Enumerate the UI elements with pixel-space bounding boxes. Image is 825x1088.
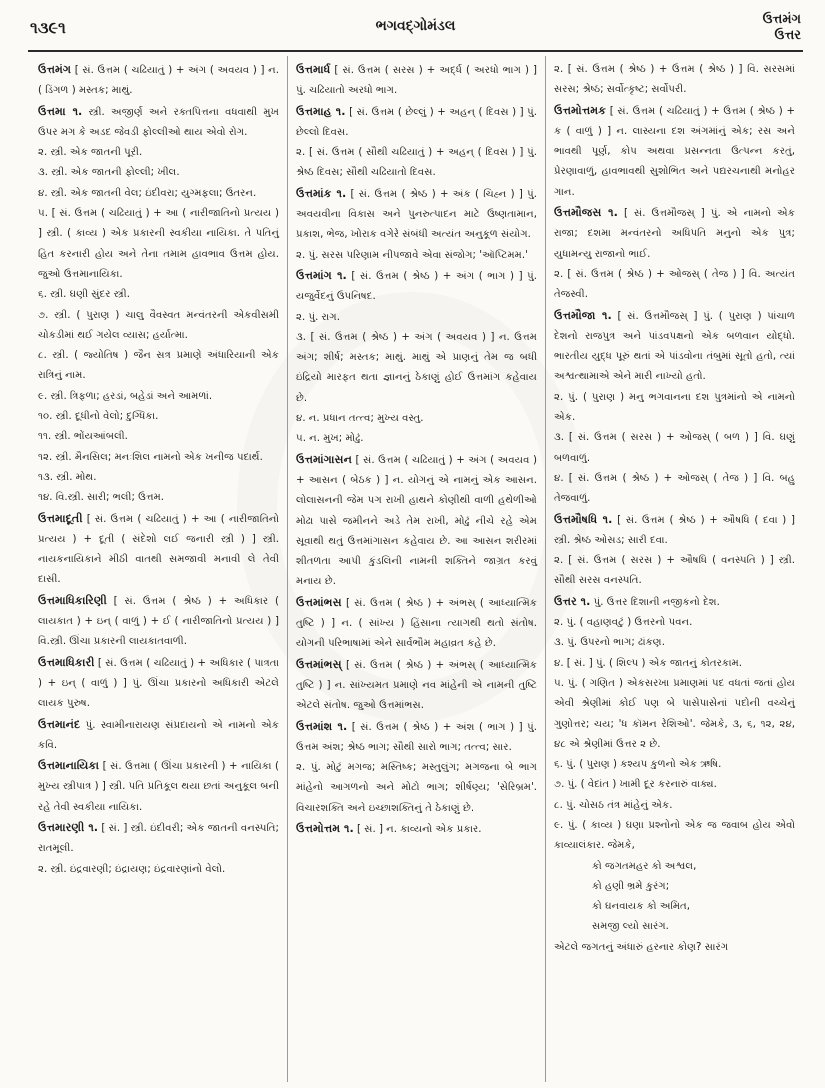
- sense-line: [38, 306, 279, 347]
- sense-line: [38, 163, 279, 183]
- dictionary-entry: [38, 715, 279, 757]
- definition-text: ૧૩. સ્ત્રી. મોથ.: [38, 471, 97, 483]
- definition-text: ૫. ન. મુખ; મોઢું.: [296, 433, 364, 445]
- sense-line: [554, 633, 795, 653]
- dictionary-entry: [38, 653, 279, 715]
- headword: ઉત્તમાનાયિકા: [38, 759, 100, 773]
- definition-text: ૧૦. સ્ત્રી. દૂધીનો વેલો; દુગ્ધિકા.: [38, 411, 159, 423]
- text-columns: [30, 56, 803, 1082]
- headword: ઉત્તમાર્ધ: [296, 63, 331, 76]
- column-3: [545, 56, 803, 1082]
- definition-text: ૧૪. વિ.સ્ત્રી. સારી; ભલી; ઉત્તમ.: [38, 492, 165, 504]
- headword: ઉત્તમંગ: [38, 63, 72, 76]
- definition-text: ૫. [ સં. ઉત્તમ ( ચઢિયાતું ) + આ ( નારીજાતિનો પ્રત્યય ) ] સ્ત્રી. ( કાવ્ય ) એક પ્રકારની સ્વકીયા નાયિકા. તે પતિનું હિત કરનારી હોય અને તેના તમામ હાવભાવ ઉત્તમ હોય. જુઓ ઉત્તમાનાયિકા.: [38, 208, 279, 280]
- definition-text: ૮. પું. ચોસઠ તંત્ર માંહેનું એક.: [554, 799, 673, 811]
- book-title: ભગવદ્ગોમંડલ: [375, 18, 456, 34]
- definition-text: ૨. પું. સરસ પરિણામ નીપજાવે એવા સંજોગ; 'ઑપ્ટિમમ.': [296, 249, 528, 261]
- definition-text: [ સં. ઉત્તમા ( ઊંચા પ્રકારની ) + નાયિકા ( મુખ્ય સ્ત્રીપાત્ર ) ] સ્ત્રી. પતિ પ્રતિકૂલ થયા છતાં અનુકૂલ બની રહે તેવી સ્વકીયા નાયિકા.: [38, 761, 279, 813]
- sense-line: [554, 816, 795, 857]
- definition-text: ૪. [ સં. ઉત્તમ ( શ્રેષ્ઠ ) + ઓજસ્ ( તેજ ) ] વિ. બહુ તેજવાળું.: [554, 472, 795, 505]
- verse-line: [554, 917, 795, 937]
- dictionary-entry: [554, 306, 795, 388]
- sense-line: [296, 429, 537, 449]
- definition-text: [ સં. ઉત્તમ ( ચઢિયાતું ) + આ ( નારીજાતિનો પ્રત્યય ) + દૂતી ( સંદેશો લઈ જનારી સ્ત્રી ) ] સ્ત્રી. નાયકનાયિકાને મીઠી વાતથી સમજાવી મનાવી લે તેવી દાસી.: [38, 513, 279, 586]
- sense-line: [38, 427, 279, 447]
- dictionary-entry: [38, 591, 279, 653]
- sense-line: [38, 407, 279, 427]
- sense-line: [38, 468, 279, 488]
- sense-line: [38, 204, 279, 285]
- definition-text: [ સં. ઉત્તમૌજસ્ ] પું. ( પુરાણ ) પાંચાળ દેશનો રાજપુત્ર અને પાંડવપક્ષનો એક બળવાન યોદ્ધો. ભારતીય યુદ્ધ પૂરું થતાં એ પાંડવોના તંબુમાં સૂતો હતો, ત્યાં અશ્વત્થામાએ એને મારી નાખ્યો હતો.: [554, 310, 796, 383]
- dictionary-entry: [554, 203, 795, 265]
- definition-text: ૩. [ સં. ઉત્તમ ( સરસ ) + ઓજસ્ ( બળ ) ] વિ. ઘણું બળવાળું.: [554, 432, 795, 464]
- definition-text: ૨. સ્ત્રી. એક જાતની પૂરી.: [38, 147, 143, 159]
- definition-text: કો જગતમહર કો અશ્વલ,: [592, 860, 697, 872]
- definition-text: ૨. પું. મોટું મગજ; મસ્તિષ્ક; મસ્તુલુંગ; મગજના બે ભાગ માંહેનો આગળનો અને મોટો ભાગ; શીર્ષણ્ય; 'સેરિબ્રમ'. વિચારશક્તિ અને ઇચ્છાશક્તિનું તે ઠેકાણું છે.: [296, 762, 537, 814]
- definition-text: સમજી લ્યો સારંગ.: [592, 921, 669, 933]
- dictionary-entry: [554, 510, 795, 552]
- dictionary-entry: [296, 102, 537, 144]
- sense-line: [296, 758, 537, 819]
- definition-text: [ સં. ઉત્તમ ( છેલ્લું ) + અહન્ ( દિવસ ) ] પું. છેલ્લો દિવસ.: [296, 106, 537, 138]
- sense-line: [554, 265, 795, 306]
- sense-line: [38, 448, 279, 468]
- sense-line: [554, 428, 795, 469]
- dictionary-entry: [296, 450, 537, 593]
- dictionary-entry: [296, 819, 537, 840]
- sense-line: [38, 860, 279, 880]
- definition-text: [ સં. ઉત્તમ ( ચઢિયાતું ) + અંગ ( અવયવ ) ] ન. ( ડિંગળ ) મસ્તક; માથું.: [38, 65, 279, 97]
- definition-text: [ સં. ઉત્તમ ( શ્રેષ્ઠ ) + અધિકાર ( લાયકાત ) + ઇન્ ( વાળું ) + ઈ ( નારીજાતિનો પ્રત્યય ) ] વિ.સ્ત્રી. ઊંચા પ્રકારની લાયકાતવાળી.: [38, 595, 279, 648]
- sense-line: [38, 488, 279, 508]
- column-1: [30, 56, 287, 1082]
- sense-line: [554, 755, 795, 775]
- definition-text: કો હણી ભ્રમે કુરંગ;: [592, 880, 670, 892]
- definition-text: [ સં. ઉત્તમ ( શ્રેષ્ઠ ) + અંભસ્ ( આધ્યાત્મિક તુષ્ટિ ) ] ન. સાંખ્યમત પ્રમાણે નવ માંહેની એ નામની તુષ્ટિ એટલે સંતોષ. જુઓ ઉત્તમાંભસ.: [296, 659, 537, 712]
- sense-line: [38, 346, 279, 387]
- definition-text: ૨. સ્ત્રી. ઇંદ્રવારણી; ઇંદ્રાયણ; ઇંદ્રવારણાંનો વેલો.: [38, 863, 226, 875]
- sense-line: [554, 613, 795, 633]
- dictionary-entry: [296, 184, 537, 246]
- definition-text: ૧૨. સ્ત્રી. મૈનસિલ; મનઃશિલ નામનો એક ખનીજ પદાર્થ.: [38, 451, 263, 463]
- definition-text: ૩. [ સં. ઉત્તમ ( શ્રેષ્ઠ ) + અંગ ( અવયવ ) ] ન. ઉત્તમ અંગ; શીર્ષ; મસ્તક; માથું. માથું એ પ્રાણનું તેમ જ બધી ઇંદ્રિયો મારફત થતા જ્ઞાનનું ઠેકાણું હોઈ ઉત્તમાંગ કહેવાય છે.: [296, 331, 537, 404]
- dictionary-entry: [296, 60, 537, 102]
- sense-line: [296, 246, 537, 266]
- definition-text: ૨. પું. રાગ.: [296, 311, 340, 323]
- definition-text: ૨. પું. ( વહાણવટું ) ઉત્તરનો પવન.: [554, 617, 693, 629]
- definition-text: ૯. પું. ( કાવ્ય ) ઘણા પ્રશ્નોનો એક જ જવાબ હોય એવો કાવ્યાલંકાર. જેમકે,: [554, 819, 795, 852]
- header-rule: [28, 50, 803, 52]
- headword: ઉત્તમાનંદ: [38, 717, 81, 731]
- definition-text: ૨. [ સં. ઉત્તમ ( શ્રેષ્ઠ ) + ઓજસ્ ( તેજ ) ] વિ. અત્યંત તેજસ્વી.: [554, 268, 795, 301]
- headword: ઉત્તમાંભસ: [296, 595, 342, 609]
- dictionary-entry: [296, 717, 537, 759]
- definition-text: ૩. પું. ઉપરનો ભાગ; ઢાંકણ.: [554, 637, 665, 649]
- headword: ઉત્તમાંશ ૧.: [296, 719, 348, 733]
- page-number: ૧૩૯૧: [30, 18, 66, 37]
- definition-text: પું. સ્વામીનારાયણ સંપ્રદાયનો એ નામનો એક કવિ.: [38, 719, 279, 751]
- dictionary-entry: [38, 509, 279, 591]
- dictionary-entry: [38, 102, 279, 144]
- definition-text: ૭. સ્ત્રી. ( પુરાણ ) ચાલુ વૈવસ્વત મન્વંતરની એકવીસમી ચોકડીમાં થઈ ગયેલ વ્યાસ; હર્યાત્મા.: [38, 309, 279, 341]
- definition-text: ૪. [ સં. ] પું. ( શિલ્પ ) એક જાતનું કોતરકામ.: [554, 657, 742, 669]
- dictionary-entry: [296, 266, 537, 308]
- definition-text: પું. ઉત્તર દિશાની નજીકનો દેશ.: [590, 596, 720, 608]
- definition-text: ૫. પું. ( ગણિત ) એકસરખા પ્રમાણમાં પદ વધતાં જતાં હોય એવી શ્રેણીમાં કોઈ પણ બે પાસેપાસેનાં પદોની વચ્ચેનું ગુણોત્તર; ચય; 'ધ કૉમન રેશિઓ'. જેમકે, ૩, ૬, ૧૨, ૨૪, ૪૮ એ શ્રેણીમાં ઉત્તર ૨ છે.: [554, 677, 795, 750]
- guide-words: [763, 12, 801, 44]
- headword: ઉત્તમાધિકારિણી: [38, 593, 107, 607]
- headword: ઉત્તમાધિકારી: [38, 655, 95, 669]
- definition-text: ૪. સ્ત્રી. એક જાતની વેલ; ઇંદીવરા; યુગ્મફલા; ઉતરન.: [38, 187, 257, 199]
- sense-line: [554, 775, 795, 795]
- definition-text: ૨. [ સં. ઉત્તમ ( સરસ ) + ઔષધિ ( વનસ્પતિ ) ] સ્ત્રી. સૌથી સરસ વનસ્પતિ.: [554, 555, 795, 587]
- sense-line: [38, 184, 279, 204]
- page-header: [30, 12, 801, 46]
- guide-word-last: ઉત્તર: [774, 28, 801, 43]
- definition-text: [ સં. ઉત્તમૌજસ્ ] પું. એ નામનો એક રાજા; દશમા મન્વંતરનો અધિપતિ મનુનો એક પુત્ર; યુધામન્યુ રાજાનો ભાઈ.: [554, 208, 795, 260]
- definition-text: [ સં. ઉત્તમ ( શ્રેષ્ઠ ) + અંક ( ચિહ્ન ) ] પું. અવયવીના વિકાસ અને પુનરુત્પાદન માટે ઉષ્ણતામાન, પ્રકાશ, ભેજ, ખોરાક વગેરે સંબંધી અત્યંત અનુકૂળ સંયોગ.: [296, 188, 537, 241]
- headword: ઉત્તમોત્તમક: [554, 103, 607, 117]
- headword: ઉત્તમારણી ૧.: [38, 820, 99, 834]
- verse-line: [554, 877, 795, 897]
- definition-text: ૧૧. સ્ત્રી. ભોંયઆંબલી.: [38, 431, 128, 443]
- dictionary-entry: [554, 592, 795, 613]
- definition-text: [ સં. ] ન. કાવ્યનો એક પ્રકાર.: [353, 823, 482, 835]
- definition-text: ૬. પું. ( પુરાણ ) કશ્યપ કુળનો એક ઋષિ.: [554, 759, 722, 771]
- definition-text: ૯. સ્ત્રી. ત્રિફળા; હરડાં, બહેડાં અને આમળાં.: [38, 390, 213, 402]
- definition-text: [ સં. ઉત્તમ ( ચઢિયાતું ) + અધિકાર ( પાત્રતા ) + ઇન્ ( વાળું ) ] પું. ઊંચા પ્રકારનો અધિકારી એટલે લાયક પુરુષ.: [38, 657, 279, 710]
- headword: ઉત્તમાહ ૧.: [296, 104, 346, 118]
- definition-text: [ સં. ઉત્તમ ( શ્રેષ્ઠ ) + અંશ ( ભાગ ) ] પું. ઉત્તમ અંશ; શ્રેષ્ઠ ભાગ; સૌથી સારો ભાગ; તત્ત્વ; સાર.: [296, 721, 537, 753]
- headword: ઉત્તમાંગાસન: [296, 452, 352, 466]
- definition-text: [ સં. ] સ્ત્રી. ઇંદીવરી; એક જાતની વનસ્પતિ; રાતમૂલી.: [38, 822, 279, 855]
- headword: ઉત્તમાંભસ્: [296, 657, 342, 671]
- definition-text: [ સં. ઉત્તમ ( સરસ ) + અર્દ્ધ ( અરધો ભાગ ) ] પું. ચઢિયાતો અરધો ભાગ.: [296, 65, 537, 97]
- definition-text: [ સં. ઉત્તમ ( શ્રેષ્ઠ ) + અંભસ્ ( આધ્યાત્મિક તુષ્ટિ ) ] ન. ( સાંખ્ય ) હિંસાના ત્યાગથી થતો સંતોષ. યોગની પરિભાષામાં એને સાર્વભૌમ મહાવ્રત કહે છે.: [296, 597, 537, 650]
- sense-line: [554, 469, 795, 510]
- sense-line: [296, 308, 537, 328]
- sense-line: [38, 285, 279, 305]
- definition-text: [ સં. ઉત્તમ ( ચઢિયાતું ) + ઉત્તમ ( શ્રેષ્ઠ ) + ક ( વાળું ) ] ન. લાસ્યના દશ અંગમાંનું એક; રસ અને ભાવથી પૂર્ણ, કોપ અથવા પ્રસન્નતા ઉત્પન્ન કરતું, પ્રેરણાવાળું, હાવભાવથી સુશોભિત અને પદ્યરચનાથી મનોહર ગાન.: [554, 105, 795, 198]
- dictionary-entry: [296, 593, 537, 655]
- column-2: [287, 56, 545, 1082]
- verse-line: [554, 857, 795, 877]
- headword: ઉત્તમૌજા ૧.: [554, 308, 612, 322]
- dictionary-entry: [38, 756, 279, 818]
- headword: ઉત્તમોત્તમ ૧.: [296, 821, 354, 835]
- definition-text: [ સં. ઉત્તમ ( શ્રેષ્ઠ ) + ઔષધિ ( દવા ) ] સ્ત્રી. શ્રેષ્ઠ ઓસડ; સારી દવા.: [554, 514, 795, 546]
- sense-line: [554, 674, 795, 755]
- dictionary-entry: [554, 101, 795, 203]
- definition-text: ૩. સ્ત્રી. એક જાતની ફોલ્લી; ખીલ.: [38, 167, 180, 179]
- headword: ઉત્તમૌજસ ૧.: [554, 206, 618, 220]
- dictionary-entry: [38, 818, 279, 860]
- definition-text: કો ઘનવાયક કો અમિત,: [592, 901, 691, 913]
- sense-line: [38, 143, 279, 163]
- definition-text: [ સં. ઉત્તમ ( શ્રેષ્ઠ ) + અંગ ( ભાગ ) ] પું. યજુર્વેદનું ઉપનિષદ.: [296, 270, 537, 303]
- sense-line: [554, 60, 795, 101]
- headword: ઉત્તમાંગ ૧.: [296, 268, 347, 282]
- definition-text: ૭. પું. ( વેદાંત ) ખામી દૂર કરનારું વાક્ય.: [554, 779, 717, 791]
- sense-line: [296, 143, 537, 184]
- definition-text: ૨. [ સં. ઉત્તમ ( સૌથી ચઢિયાતું ) + અહન્ ( દિવસ ) ] પું. શ્રેષ્ઠ દિવસ; સૌથી ચઢિયાતો દિવસ.: [296, 147, 537, 179]
- verse-line: [554, 897, 795, 917]
- dictionary-entry: [38, 60, 279, 102]
- definition-text: [ સં. ઉત્તમ ( ચઢિયાતું ) + અંગ ( અવયવ ) + આસન ( બેઠક ) ] ન. યોગનું એ નામનું એક આસન. લોલાસનની જેમ પગ રાખી હાથને કોણીથી વાળી હથેળીઓ મોઢા પાસે જમીનને અડે તેમ રાખી, મોઢું નીચે રહે એમ સૂવાથી થતું ઉત્તમાંગાસન કહેવાય છે. આ આસન શરીરમાં શીતળતા આપી કુંડલિની નામની શક્તિને જાગ્રત કરવું મનાય છે.: [296, 454, 537, 588]
- sense-line: [554, 796, 795, 816]
- headword: ઉત્તમા ૧.: [38, 104, 83, 118]
- sense-line: [554, 388, 795, 429]
- dictionary-entry: [296, 655, 537, 717]
- definition-text: ૨. [ સં. ઉત્તમ ( શ્રેષ્ઠ ) + ઉત્તમ ( શ્રેષ્ઠ ) ] વિ. સરસમાં સરસ; શ્રેષ્ઠ; સર્વોત્કૃષ્ટ; સર્વોપરી.: [554, 64, 795, 96]
- sense-line: [296, 328, 537, 409]
- definition-text: ૨. પું. ( પુરાણ ) મનુ ભગવાનના દશ પુત્રમાંનો એ નામનો એક.: [554, 391, 795, 424]
- sense-line: [554, 654, 795, 674]
- guide-word-first: ઉત્તમંગ: [762, 12, 801, 27]
- headword: ઉત્તમૌષધિ ૧.: [554, 512, 613, 526]
- definition-text: એટલે જગતનું અંધારું હરનાર કોણ? સારંગ: [554, 941, 729, 953]
- definition-text: ૮. સ્ત્રી. ( જ્યોતિષ ) જૈન સત્ર પ્રમાણે અંધારિયાની એક રાત્રિનું નામ.: [38, 350, 279, 382]
- headword: ઉત્તર ૧.: [554, 594, 591, 608]
- sense-line: [554, 551, 795, 592]
- headword: ઉત્તમાદૂતી: [38, 511, 83, 525]
- definition-text: સ્ત્રી. અજીર્ણ અને રક્તપિત્તના વધવાથી મુખ ઉપર મગ કે અડદ જેવડી ફોલ્લીઓ થાય એવો રોગ.: [38, 106, 279, 138]
- headword: ઉત્તમાંક ૧.: [296, 186, 347, 200]
- definition-text: ૬. સ્ત્રી. ઘણી સુંદર સ્ત્રી.: [38, 289, 130, 301]
- sense-line: [38, 387, 279, 407]
- sense-line: [554, 938, 795, 958]
- sense-line: [296, 409, 537, 429]
- definition-text: ૪. ન. પ્રધાન તત્ત્વ; મુખ્ય વસ્તુ.: [296, 413, 424, 425]
